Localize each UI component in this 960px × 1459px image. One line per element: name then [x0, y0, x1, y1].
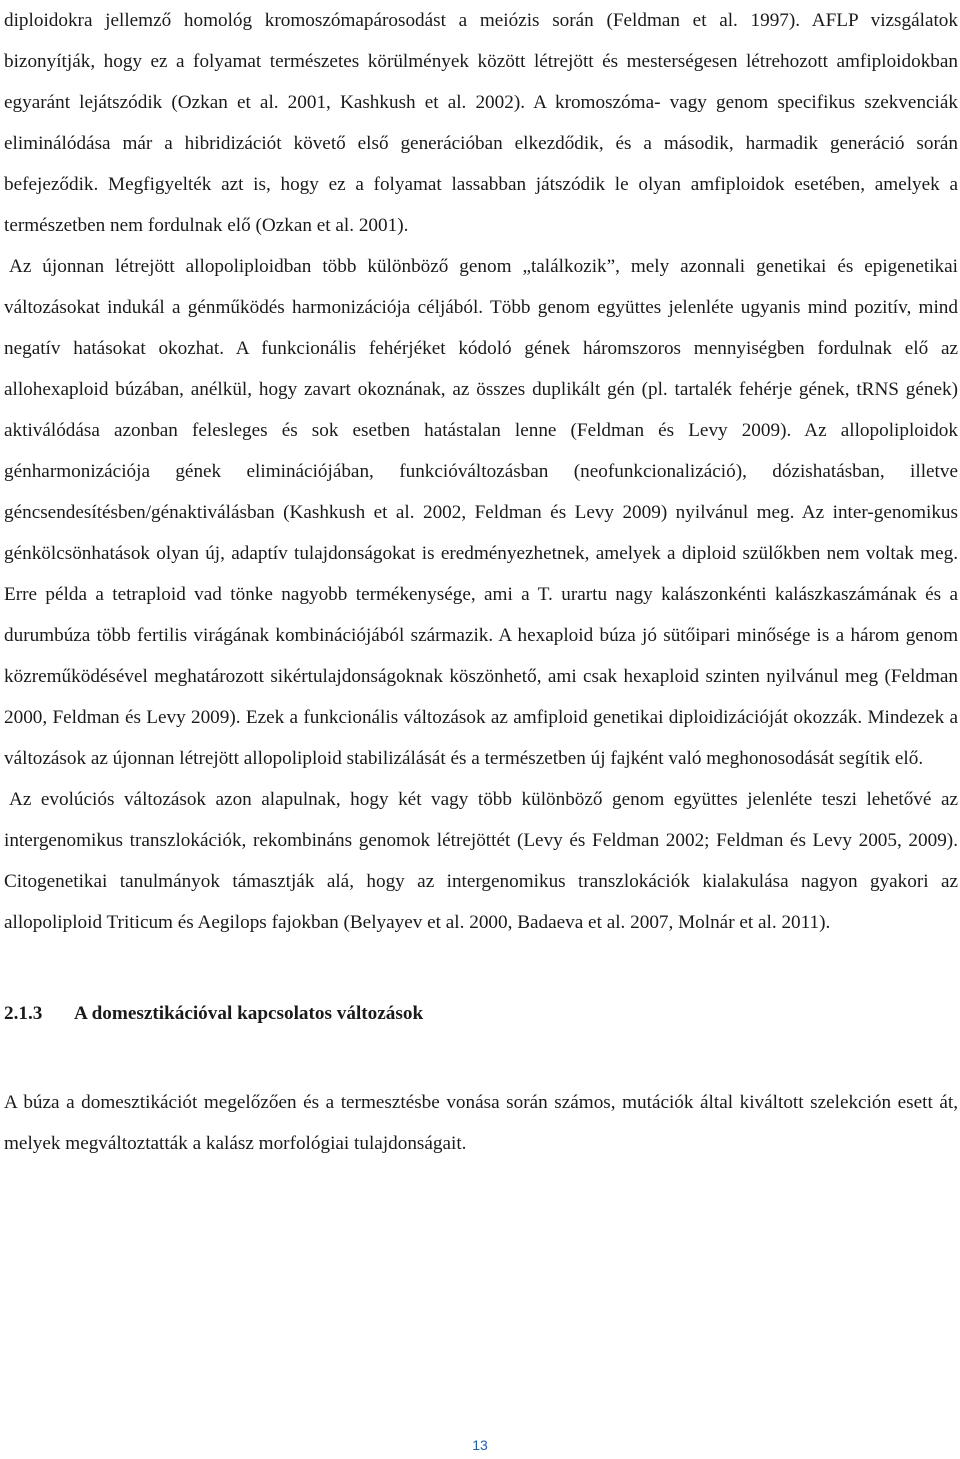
section-number: 2.1.3 — [4, 1003, 43, 1024]
page-number: 13 — [472, 1437, 488, 1453]
document-page — [4, 0, 958, 1164]
paragraph-3: Az evolúciós változások azon alapulnak, hogy két vagy több különböző genom együttes jelenléte teszi lehetővé az intergenomikus transzlokációk, rekombináns genomok létrejöttét (Levy és Feldman 2002; Feldman és Levy 2005, 2009). Citogenetikai tanulmányok támasztják alá, hogy az intergenomikus transzlokációk kialakulása nagyon gyakori az allopoliploid Triticum és Aegilops fajokban (Belyayev et al. 2000, Badaeva et al. 2007, Molnár et al. 2011). — [4, 789, 958, 933]
section-heading — [4, 993, 958, 1034]
section-paragraph: A búza a domesztikációt megelőzően és a termesztésbe vonása során számos, mutációk által kiváltott szelekción esett át, melyek megváltoztatták a kalász morfológiai tulajdonságait. — [4, 1092, 958, 1154]
paragraph-1: diploidokra jellemző homológ kromoszómapárosodást a meiózis során (Feldman et al. 1997). AFLP vizsgálatok bizonyítják, hogy ez a folyamat természetes körülmények között létrejött és mesterségesen létrehozott amfiploidokban egyaránt lejátszódik (Ozkan et al. 2001, Kashkush et al. 2002). A kromoszóma- vagy genom specifikus szekvenciák eliminálódása már a hibridizációt követő első generációban elkezdődik, és a második, harmadik generáció során befejeződik. Megfigyelték azt is, hogy ez a folyamat lassabban játszódik le olyan amfiploidok esetében, amelyek a természetben nem fordulnak elő (Ozkan et al. 2001). — [4, 10, 958, 236]
section-title: A domesztikációval kapcsolatos változások — [74, 1003, 424, 1024]
paragraph-2: Az újonnan létrejött allopoliploidban több különböző genom „találkozik”, mely azonnali genetikai és epigenetikai változásokat indukál a génműködés harmonizációja céljából. Több genom együttes jelenléte ugyanis mind pozitív, mind negatív hatásokat okozhat. A funkcionális fehérjéket kódoló gének háromszoros mennyiségben fordulnak elő az allohexaploid búzában, anélkül, hogy zavart okoznának, az összes duplikált gén (pl. tartalék fehérje gének, tRNS gének) aktiválódása azonban felesleges és sok esetben hatástalan lenne (Feldman és Levy 2009). Az allopoliploidok génharmonizációja gének eliminációjában, funkcióváltozásban (neofunkcionalizáció), dózishatásban, illetve géncsendesítésben/génaktiválásban (Kashkush et al. 2002, Feldman és Levy 2009) nyilvánul meg. Az inter-genomikus génkölcsönhatások olyan új, adaptív tulajdonságokat is eredményezhetnek, amelyek a diploid szülőkben nem voltak meg. Erre példa a tetraploid vad tönke nagyobb termékenysége, ami a T. urartu nagy kalászonkénti kalászkaszámának és a durumbúza több fertilis virágának kombinációjából származik. A hexaploid búza jó sütőipari minősége is a három genom közreműködésével meghatározott sikértulajdonságoknak köszönhető, ami csak hexaploid szinten nyilvánul meg (Feldman 2000, Feldman és Levy 2009). Ezek a funkcionális változások az amfiploid genetikai diploidizációját okozzák. Mindezek a változások az újonnan létrejött allopoliploid stabilizálását és a természetben új fajként való meghonosodását segítik elő. — [4, 256, 958, 769]
